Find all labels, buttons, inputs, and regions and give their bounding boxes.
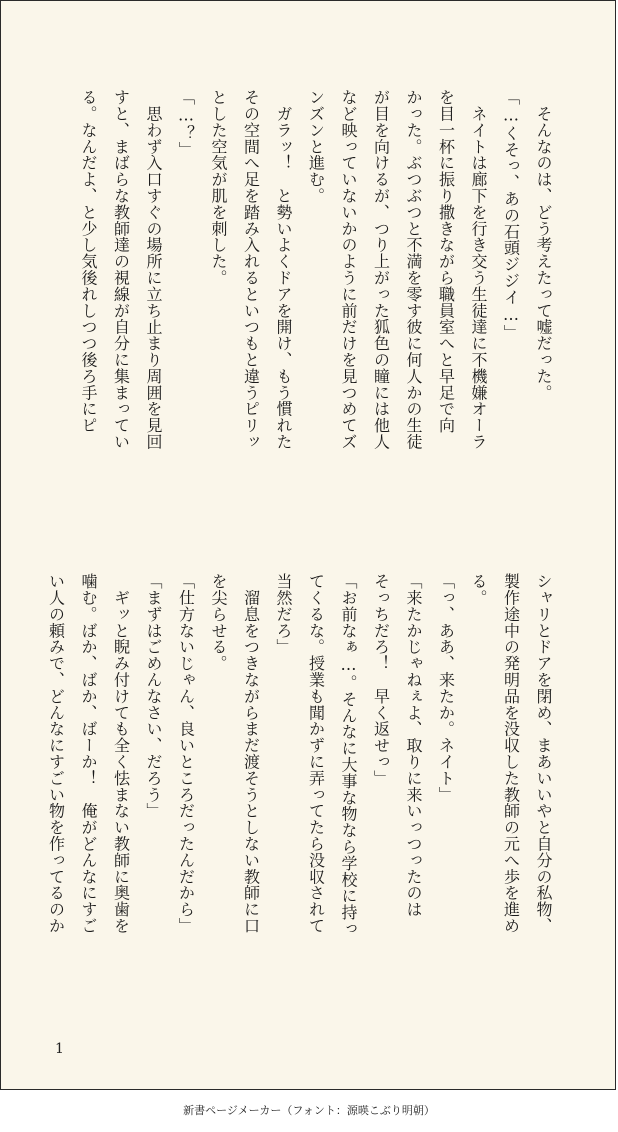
text-line: を目一杯に振り撒きながら職員室へと早足で向 <box>436 89 456 434</box>
text-line: ンズンと進む。 <box>306 89 326 204</box>
text-line: 当然だろ」 <box>274 573 293 655</box>
text-line: その空間へ足を踏み入れるといつもと違うピリッ <box>241 89 261 450</box>
text-line: すと、まばらな教師達の視線が自分に集まってい <box>111 89 131 450</box>
text-line: シャリとドアを閉め、まあいいやと自分の私物、 <box>534 573 553 934</box>
text-line: ガラッ！ と勢いよくドアを開け、もう慣れた <box>274 89 293 450</box>
page-number: 1 <box>55 1041 64 1057</box>
text-line: る。 <box>469 573 488 606</box>
text-line: てくるな。授業も聞かずに弄ってたら没収されて <box>306 573 326 934</box>
upper-text-column <box>49 89 559 529</box>
footer-credit: 新書ページメーカー（フォント：源暎こぶり明朝） <box>183 1104 435 1117</box>
text-line: そっちだろ！ 早く返せっ」 <box>371 573 391 787</box>
text-line: ネイトは廊下を行き交う生徒達に不機嫌オーラ <box>469 89 488 450</box>
text-line: が目を向けるが、つり上がった狐色の瞳には他人 <box>371 89 391 450</box>
text-line: そんなのは、どう考えたって嘘だった。 <box>534 89 553 401</box>
text-line: など映っていないかのように前だけを見つめてズ <box>339 89 358 450</box>
text-line: 噛む。ばか、ばか、ばーか！ 俺がどんなにすご <box>79 573 98 934</box>
text-line: 思わず入口すぐの場所に立ち止まり周囲を見回 <box>144 89 163 450</box>
text-line: 「仕方ないじゃん、良いところだったんだから」 <box>176 573 196 934</box>
lower-text-column <box>46 573 559 1013</box>
text-line: とした空気が肌を刺した。 <box>209 89 228 286</box>
text-line: 「…くそっ、あの石頭ジジイ…」 <box>501 89 521 341</box>
text-line: る。なんだよ、と少し気後れしつつ後ろ手にピ <box>79 89 98 434</box>
text-line: 「まずはごめんなさい、だろう」 <box>144 573 163 819</box>
text-line: を尖らせる。 <box>209 573 228 672</box>
text-line: ギッと睨み付けても全く怯まない教師に奥歯を <box>111 573 131 934</box>
text-line: 溜息をつきながらまだ渡そうとしない教師に口 <box>241 573 261 934</box>
text-line: 「…？」 <box>176 89 196 158</box>
text-line: かった。ぶつぶつと不満を零す彼に何人かの生徒 <box>404 89 423 450</box>
text-line: 「来たかじゃねぇよ、取りに来いっつったのは <box>404 573 423 918</box>
text-line: 製作途中の発明品を没収した教師の元へ歩を進め <box>501 573 521 934</box>
text-line: い人の頼みで、どんなにすごい物を作ってるのか <box>46 573 66 934</box>
text-line: 「お前なぁ…。そんなに大事な物なら学校に持っ <box>339 573 358 937</box>
text-line: 「っ、ああ、来たか。ネイト」 <box>436 573 456 803</box>
